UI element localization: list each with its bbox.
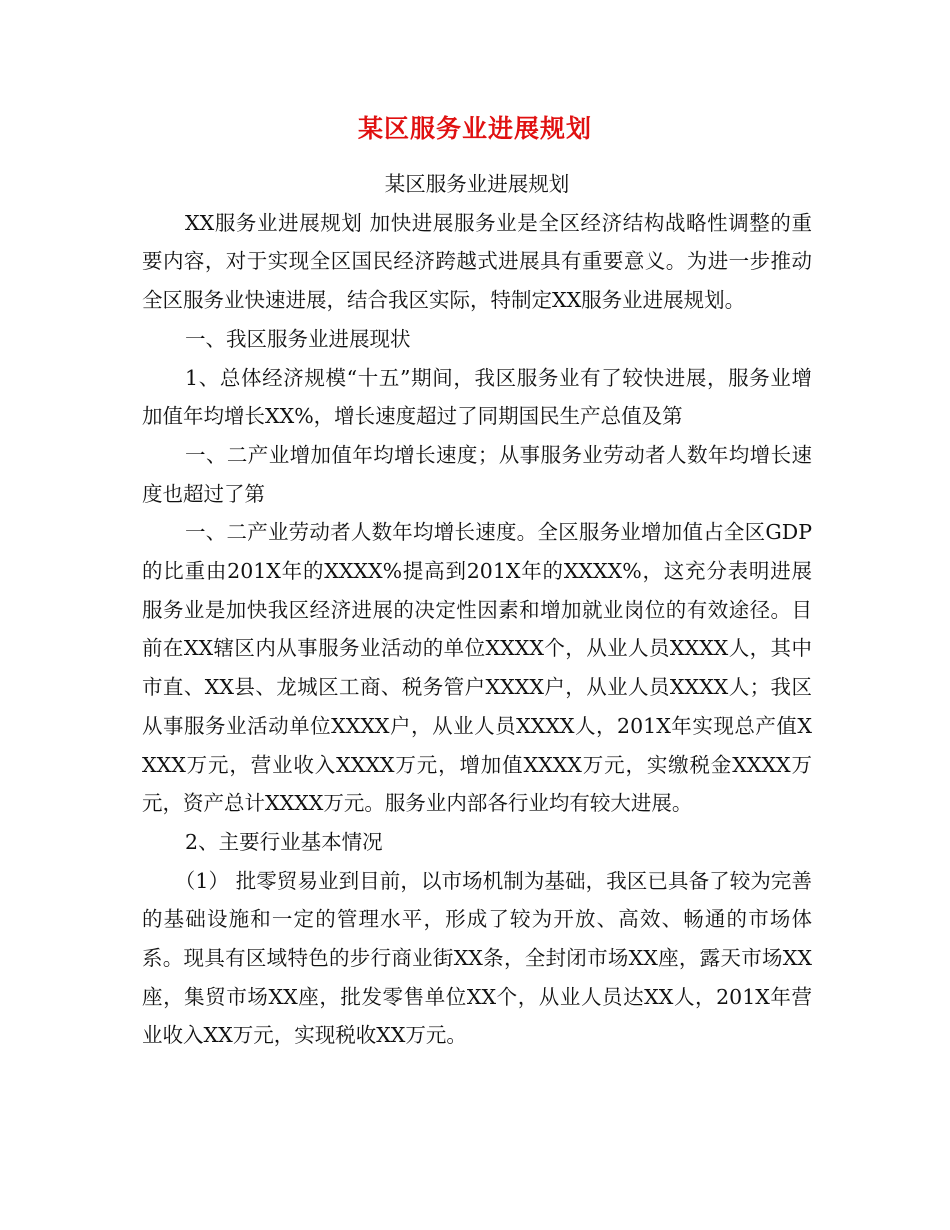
document-subtitle: 某区服务业进展规划 — [384, 172, 570, 196]
document-body — [142, 165, 812, 1055]
paragraph-labor-growth: 一、二产业劳动者人数年均增长速度。全区服务业增加值占全区GDP的比重由201X年的XXXX%提高到201X年的XXXX%，这充分表明进展服务业是加快我区经济进展的决定性因素和增加就业岗位的有效途径。目前在XX辖区内从事服务业活动的单位XXXX个，从业人员XXXX人，其中市直、XX县、龙城区工商、税务管户XXXX户，从业人员XXXX人；我区从事服务业活动单位XXXX户，从业人员XXXX人，201X年实现总产值XXXX万元，营业收入XXXX万元，增加值XXXX万元，实缴税金XXXX万元，资产总计XXXX万元。服务业内部各行业均有较大进展。 — [142, 520, 812, 816]
paragraph-intro: XX服务业进展规划 加快进展服务业是全区经济结构战略性调整的重要内容，对于实现全区国民经济跨越式进展具有重要意义。为进一步推动全区服务业快速进展，结合我区实际，特制定XX服务业进展规划。 — [142, 210, 812, 313]
heading-main-industries: 2、主要行业基本情况 — [185, 829, 383, 854]
heading-section-1: 一、我区服务业进展现状 — [185, 326, 411, 351]
document-title: 某区服务业进展规划 — [357, 114, 592, 143]
paragraph-retail-trade: （1） 批零贸易业到目前，以市场机制为基础，我区已具备了较为完善的基础设施和一定的管理水平，形成了较为开放、高效、畅通的市场体系。现具有区域特色的步行商业街XX条，全封闭市场XX座，露天市场XX座，集贸市场XX座，批发零售单位XX个，从业人员达XX人，201X年营业收入XX万元，实现税收XX万元。 — [142, 868, 812, 1048]
paragraph-economic-scale: 1、总体经济规模“十五”期间，我区服务业有了较快进展，服务业增加值年均增长XX%，增长速度超过了同期国民生产总值及第 — [142, 365, 812, 429]
paragraph-growth-rate: 一、二产业增加值年均增长速度；从事服务业劳动者人数年均增长速度也超过了第 — [142, 442, 812, 506]
